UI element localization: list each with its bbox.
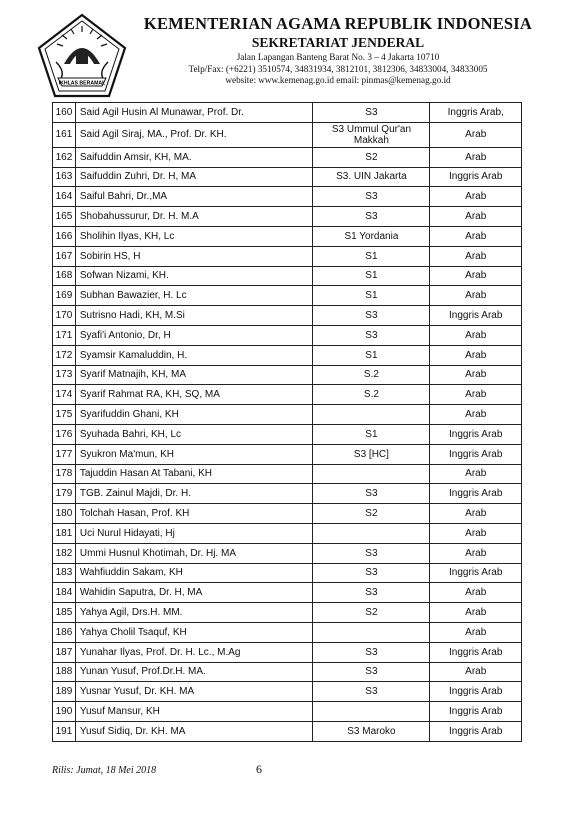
table-row bbox=[53, 187, 522, 207]
cell-name: Said Agil Siraj, MA., Prof. Dr. KH. bbox=[75, 122, 313, 147]
cell-name: Yusuf Sidiq, Dr. KH. MA bbox=[75, 721, 313, 741]
cell-edu: S3 bbox=[313, 103, 430, 123]
page-number: 6 bbox=[256, 762, 262, 776]
table-row bbox=[53, 103, 522, 123]
cell-lang: Arab bbox=[430, 207, 522, 227]
cell-lang: Arab bbox=[430, 583, 522, 603]
release-date: Rilis: Jumat, 18 Mei 2018 bbox=[52, 765, 157, 776]
cell-edu: S3 bbox=[313, 682, 430, 702]
cell-name: Yahya Agil, Drs.H. MM. bbox=[75, 603, 313, 623]
table-row bbox=[53, 365, 522, 385]
cell-edu: S1 bbox=[313, 246, 430, 266]
cell-name: Syuhada Bahri, KH, Lc bbox=[75, 424, 313, 444]
table-row bbox=[53, 702, 522, 722]
cell-no: 160 bbox=[53, 103, 76, 123]
cell-no: 163 bbox=[53, 167, 76, 187]
cell-lang: Arab bbox=[430, 226, 522, 246]
table-row bbox=[53, 226, 522, 246]
cell-no: 169 bbox=[53, 286, 76, 306]
table-row bbox=[53, 306, 522, 326]
cell-name: Syarif Matnajih, KH, MA bbox=[75, 365, 313, 385]
table-row bbox=[53, 484, 522, 504]
cell-name: Syarif Rahmat RA, KH, SQ, MA bbox=[75, 385, 313, 405]
cell-edu: S1 bbox=[313, 266, 430, 286]
cell-lang: Inggris Arab bbox=[430, 424, 522, 444]
cell-edu: S2 bbox=[313, 504, 430, 524]
svg-text:IKHLAS BERAMAL: IKHLAS BERAMAL bbox=[58, 80, 106, 87]
cell-lang: Arab bbox=[430, 187, 522, 207]
cell-no: 171 bbox=[53, 325, 76, 345]
cell-edu: S3 bbox=[313, 583, 430, 603]
cell-no: 189 bbox=[53, 682, 76, 702]
cell-edu: S2 bbox=[313, 147, 430, 167]
cell-name: Said Agil Husin Al Munawar, Prof. Dr. bbox=[75, 103, 313, 123]
cell-name: Wahidin Saputra, Dr. H, MA bbox=[75, 583, 313, 603]
cell-no: 162 bbox=[53, 147, 76, 167]
table-row bbox=[53, 523, 522, 543]
table-row bbox=[53, 385, 522, 405]
cell-name: Yunan Yusuf, Prof.Dr.H. MA. bbox=[75, 662, 313, 682]
table-row bbox=[53, 662, 522, 682]
cell-edu: S3 Ummul Qur'an Makkah bbox=[313, 122, 430, 147]
cell-name: Saiful Bahri, Dr.,MA bbox=[75, 187, 313, 207]
cell-lang: Arab bbox=[430, 122, 522, 147]
cell-edu: S1 bbox=[313, 286, 430, 306]
cell-lang: Inggris Arab bbox=[430, 484, 522, 504]
table-row bbox=[53, 622, 522, 642]
cell-edu: S3 bbox=[313, 642, 430, 662]
cell-edu bbox=[313, 405, 430, 425]
table-row bbox=[53, 543, 522, 563]
table-row bbox=[53, 603, 522, 623]
table-row bbox=[53, 583, 522, 603]
cell-no: 191 bbox=[53, 721, 76, 741]
cell-no: 172 bbox=[53, 345, 76, 365]
cell-name: Saifuddin Amsir, KH, MA. bbox=[75, 147, 313, 167]
cell-no: 165 bbox=[53, 207, 76, 227]
cell-lang: Arab bbox=[430, 523, 522, 543]
table-row bbox=[53, 286, 522, 306]
cell-lang: Inggris Arab bbox=[430, 682, 522, 702]
table-row bbox=[53, 642, 522, 662]
cell-no: 190 bbox=[53, 702, 76, 722]
cell-edu: S2 bbox=[313, 603, 430, 623]
cell-name: Syarifuddin Ghani, KH bbox=[75, 405, 313, 425]
cell-name: Yahya Cholil Tsaquf, KH bbox=[75, 622, 313, 642]
cell-lang: Arab bbox=[430, 345, 522, 365]
cell-name: Sofwan Nizami, KH. bbox=[75, 266, 313, 286]
cell-lang: Arab bbox=[430, 543, 522, 563]
cell-name: Syukron Ma'mun, KH bbox=[75, 444, 313, 464]
cell-no: 173 bbox=[53, 365, 76, 385]
cell-lang: Arab bbox=[430, 464, 522, 484]
scholar-table bbox=[52, 102, 522, 742]
cell-edu: S1 bbox=[313, 424, 430, 444]
cell-no: 186 bbox=[53, 622, 76, 642]
table-row bbox=[53, 721, 522, 741]
cell-lang: Arab bbox=[430, 405, 522, 425]
cell-name: Wahfiuddin Sakam, KH bbox=[75, 563, 313, 583]
cell-edu bbox=[313, 464, 430, 484]
cell-no: 185 bbox=[53, 603, 76, 623]
cell-name: Saifuddin Zuhri, Dr. H, MA bbox=[75, 167, 313, 187]
cell-name: Tajuddin Hasan At Tabani, KH bbox=[75, 464, 313, 484]
ministry-name: KEMENTERIAN AGAMA REPUBLIK INDONESIA bbox=[143, 14, 533, 33]
ministry-emblem-icon bbox=[36, 12, 128, 98]
cell-lang: Inggris Arab bbox=[430, 444, 522, 464]
cell-lang: Arab bbox=[430, 504, 522, 524]
cell-edu bbox=[313, 702, 430, 722]
cell-no: 168 bbox=[53, 266, 76, 286]
cell-edu: S.2 bbox=[313, 365, 430, 385]
cell-edu bbox=[313, 622, 430, 642]
cell-edu bbox=[313, 523, 430, 543]
cell-name: Yunahar Ilyas, Prof. Dr. H. Lc., M.Ag bbox=[75, 642, 313, 662]
cell-no: 176 bbox=[53, 424, 76, 444]
cell-lang: Inggris Arab bbox=[430, 721, 522, 741]
cell-no: 181 bbox=[53, 523, 76, 543]
address-line: Jalan Lapangan Banteng Barat No. 3 – 4 Jakarta 10710 bbox=[236, 52, 440, 62]
cell-lang: Inggris Arab bbox=[430, 306, 522, 326]
table-row bbox=[53, 207, 522, 227]
table-row bbox=[53, 325, 522, 345]
table-row bbox=[53, 405, 522, 425]
cell-no: 164 bbox=[53, 187, 76, 207]
cell-no: 166 bbox=[53, 226, 76, 246]
table-row bbox=[53, 444, 522, 464]
cell-lang: Inggris Arab bbox=[430, 563, 522, 583]
table-row bbox=[53, 266, 522, 286]
cell-lang: Arab bbox=[430, 365, 522, 385]
cell-no: 187 bbox=[53, 642, 76, 662]
cell-edu: S3 Maroko bbox=[313, 721, 430, 741]
cell-name: Subhan Bawazier, H. Lc bbox=[75, 286, 313, 306]
cell-lang: Arab bbox=[430, 662, 522, 682]
cell-name: Syafi'i Antonio, Dr, H bbox=[75, 325, 313, 345]
cell-name: Sholihin Ilyas, KH, Lc bbox=[75, 226, 313, 246]
table-row bbox=[53, 147, 522, 167]
table-row bbox=[53, 345, 522, 365]
cell-edu: S1 bbox=[313, 345, 430, 365]
cell-edu: S3 bbox=[313, 563, 430, 583]
cell-name: Syamsir Kamaluddin, H. bbox=[75, 345, 313, 365]
table-row bbox=[53, 464, 522, 484]
cell-edu: S3 bbox=[313, 662, 430, 682]
cell-lang: Inggris Arab bbox=[430, 702, 522, 722]
cell-no: 161 bbox=[53, 122, 76, 147]
cell-lang: Arab bbox=[430, 246, 522, 266]
cell-no: 182 bbox=[53, 543, 76, 563]
letterhead-text bbox=[128, 14, 548, 87]
cell-no: 178 bbox=[53, 464, 76, 484]
phone-line: Telp/Fax: (+6221) 3510574, 34831934, 3812101, 3812306, 34833004, 34833005 bbox=[188, 63, 488, 74]
table-row bbox=[53, 504, 522, 524]
cell-no: 177 bbox=[53, 444, 76, 464]
cell-lang: Arab bbox=[430, 266, 522, 286]
cell-name: Sobirin HS, H bbox=[75, 246, 313, 266]
cell-name: TGB. Zainul Majdi, Dr. H. bbox=[75, 484, 313, 504]
cell-name: Yusnar Yusuf, Dr. KH. MA bbox=[75, 682, 313, 702]
cell-edu: S3 bbox=[313, 187, 430, 207]
table-row bbox=[53, 563, 522, 583]
table-row bbox=[53, 122, 522, 147]
cell-no: 170 bbox=[53, 306, 76, 326]
cell-edu: S1 Yordania bbox=[313, 226, 430, 246]
cell-lang: Inggris Arab bbox=[430, 167, 522, 187]
cell-name: Tolchah Hasan, Prof. KH bbox=[75, 504, 313, 524]
cell-edu: S3 bbox=[313, 484, 430, 504]
cell-no: 167 bbox=[53, 246, 76, 266]
table-row bbox=[53, 682, 522, 702]
cell-no: 180 bbox=[53, 504, 76, 524]
cell-no: 179 bbox=[53, 484, 76, 504]
cell-name: Sutrisno Hadi, KH, M.Si bbox=[75, 306, 313, 326]
table-row bbox=[53, 246, 522, 266]
cell-lang: Arab bbox=[430, 147, 522, 167]
letterhead bbox=[0, 0, 575, 100]
cell-lang: Arab bbox=[430, 622, 522, 642]
cell-no: 175 bbox=[53, 405, 76, 425]
cell-lang: Arab bbox=[430, 325, 522, 345]
cell-lang: Inggris Arab bbox=[430, 642, 522, 662]
cell-no: 183 bbox=[53, 563, 76, 583]
cell-edu: S3 bbox=[313, 207, 430, 227]
cell-lang: Arab bbox=[430, 603, 522, 623]
cell-name: Ummi Husnul Khotimah, Dr. Hj. MA bbox=[75, 543, 313, 563]
cell-name: Shobahussurur, Dr. H. M.A bbox=[75, 207, 313, 227]
secretariat-name: SEKRETARIAT JENDERAL bbox=[251, 35, 425, 50]
cell-edu: S3. UIN Jakarta bbox=[313, 167, 430, 187]
table-row bbox=[53, 424, 522, 444]
cell-edu: S3 bbox=[313, 543, 430, 563]
cell-lang: Arab bbox=[430, 286, 522, 306]
cell-name: Yusuf Mansur, KH bbox=[75, 702, 313, 722]
cell-no: 174 bbox=[53, 385, 76, 405]
cell-edu: S3 bbox=[313, 325, 430, 345]
table-row bbox=[53, 167, 522, 187]
cell-edu: S3 [HC] bbox=[313, 444, 430, 464]
website-line: website: www.kemenag.go.id email: pinmas@kemenag.go.id bbox=[225, 75, 451, 85]
cell-name: Uci Nurul Hidayati, Hj bbox=[75, 523, 313, 543]
cell-no: 184 bbox=[53, 583, 76, 603]
cell-edu: S.2 bbox=[313, 385, 430, 405]
cell-lang: Arab bbox=[430, 385, 522, 405]
cell-no: 188 bbox=[53, 662, 76, 682]
cell-lang: Inggris Arab, bbox=[430, 103, 522, 123]
cell-edu: S3 bbox=[313, 306, 430, 326]
